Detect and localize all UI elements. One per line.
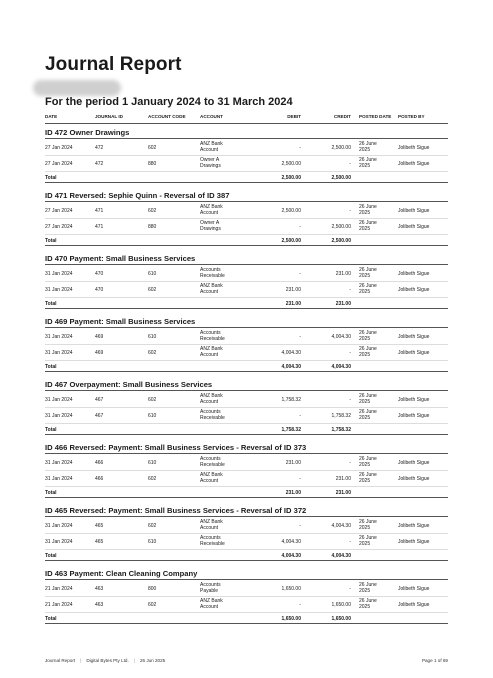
cell-journal-id: 466 (95, 476, 104, 482)
table-row (45, 266, 448, 282)
total-label: Total (45, 364, 57, 370)
cell-account-code: 602 (148, 208, 157, 214)
column-header-row (45, 112, 448, 124)
cell-posted-by: Jolibeth Sigue (398, 271, 430, 277)
footer-page-number: Page 1 of 69 (421, 658, 448, 663)
total-debit: 1,650.00 (281, 616, 301, 622)
cell-credit: - (349, 460, 351, 466)
cell-credit: - (349, 161, 351, 167)
journal-section (45, 380, 448, 443)
cell-journal-id: 471 (95, 224, 104, 230)
cell-account: ANZ Bank Account (200, 598, 223, 610)
cell-posted-by: Jolibeth Sigue (398, 602, 430, 608)
cell-date: 21 Jan 2024 (45, 586, 73, 592)
col-credit: CREDIT (333, 114, 351, 119)
table-row (45, 534, 448, 550)
cell-debit: - (299, 476, 301, 482)
cell-credit: - (349, 586, 351, 592)
cell-account: Accounts Payable (200, 582, 221, 594)
total-debit: 4,004.30 (281, 553, 301, 559)
table-row (45, 392, 448, 408)
cell-posted-by: Jolibeth Sigue (398, 413, 430, 419)
cell-debit: - (299, 334, 301, 340)
col-date: DATE (45, 114, 58, 119)
footer-report-name: Journal Report (45, 658, 76, 663)
cell-posted-date: 26 June 2025 (359, 409, 377, 421)
cell-credit: - (349, 397, 351, 403)
cell-posted-by: Jolibeth Sigue (398, 161, 430, 167)
cell-credit: 2,500.00 (331, 145, 351, 151)
table-row (45, 329, 448, 345)
col-posted-by: POSTED BY (398, 114, 425, 119)
cell-account-code: 602 (148, 287, 157, 293)
cell-posted-by: Jolibeth Sigue (398, 334, 430, 340)
cell-posted-date: 26 June 2025 (359, 472, 377, 484)
journal-section (45, 506, 448, 569)
cell-journal-id: 470 (95, 287, 104, 293)
table-row (45, 518, 448, 534)
cell-journal-id: 472 (95, 161, 104, 167)
journal-section (45, 317, 448, 380)
cell-account-code: 800 (148, 586, 157, 592)
cell-account: Accounts Receivable (200, 456, 225, 468)
cell-posted-date: 26 June 2025 (359, 456, 377, 468)
cell-journal-id: 467 (95, 413, 104, 419)
section-title: ID 463 Payment: Clean Cleaning Company (45, 569, 448, 580)
table-row (45, 282, 448, 298)
total-row (45, 552, 448, 561)
cell-account: ANZ Bank Account (200, 141, 223, 153)
cell-debit: 2,500.00 (281, 208, 301, 214)
section-title: ID 472 Owner Drawings (45, 128, 448, 139)
cell-debit: - (299, 602, 301, 608)
cell-date: 27 Jan 2024 (45, 224, 73, 230)
cell-posted-date: 26 June 2025 (359, 267, 377, 279)
cell-account: Accounts Receivable (200, 535, 225, 547)
cell-debit: - (299, 413, 301, 419)
footer-company: Digital Bytes Pty Ltd. (86, 658, 129, 663)
cell-credit: - (349, 539, 351, 545)
total-debit: 231.00 (285, 301, 301, 307)
total-credit: 231.00 (335, 301, 351, 307)
journal-section (45, 128, 448, 191)
cell-account-code: 880 (148, 161, 157, 167)
table-row (45, 581, 448, 597)
cell-account-code: 602 (148, 602, 157, 608)
total-debit: 231.00 (285, 490, 301, 496)
section-title: ID 470 Payment: Small Business Services (45, 254, 448, 265)
cell-date: 31 Jan 2024 (45, 523, 73, 529)
cell-posted-by: Jolibeth Sigue (398, 476, 430, 482)
total-row (45, 489, 448, 498)
footer-date: 26 Jun 2025 (139, 658, 166, 663)
cell-posted-date: 26 June 2025 (359, 220, 377, 232)
total-label: Total (45, 616, 57, 622)
cell-debit: 1,650.00 (281, 586, 301, 592)
cell-posted-by: Jolibeth Sigue (398, 539, 430, 545)
cell-account-code: 610 (148, 271, 157, 277)
cell-credit: - (349, 208, 351, 214)
cell-debit: - (299, 145, 301, 151)
total-credit: 4,004.30 (331, 553, 351, 559)
cell-journal-id: 463 (95, 602, 104, 608)
cell-credit: 231.00 (335, 271, 351, 277)
cell-date: 31 Jan 2024 (45, 460, 73, 466)
cell-posted-date: 26 June 2025 (359, 141, 377, 153)
cell-journal-id: 465 (95, 523, 104, 529)
total-credit: 2,500.00 (331, 175, 351, 181)
total-label: Total (45, 427, 57, 433)
journal-section (45, 569, 448, 632)
cell-posted-date: 26 June 2025 (359, 582, 377, 594)
cell-posted-by: Jolibeth Sigue (398, 208, 430, 214)
cell-debit: 231.00 (285, 460, 301, 466)
cell-journal-id: 469 (95, 334, 104, 340)
cell-account: ANZ Bank Account (200, 346, 223, 358)
cell-posted-date: 26 June 2025 (359, 598, 377, 610)
table-row (45, 219, 448, 235)
cell-posted-date: 26 June 2025 (359, 204, 377, 216)
table-row (45, 408, 448, 424)
table-row (45, 597, 448, 613)
cell-account-code: 602 (148, 523, 157, 529)
cell-account: Owner A Drawings (200, 157, 221, 169)
cell-posted-by: Jolibeth Sigue (398, 145, 430, 151)
cell-journal-id: 470 (95, 271, 104, 277)
col-account: ACCOUNT (200, 114, 223, 119)
cell-posted-by: Jolibeth Sigue (398, 586, 430, 592)
cell-date: 27 Jan 2024 (45, 208, 73, 214)
total-label: Total (45, 490, 57, 496)
report-title: Journal Report (45, 54, 182, 75)
cell-debit: 2,500.00 (281, 161, 301, 167)
section-title: ID 465 Reversed: Payment: Small Business Services - Reversal of ID 372 (45, 506, 448, 517)
section-title: ID 471 Reversed: Sephie Quinn - Reversal of ID 387 (45, 191, 448, 202)
cell-posted-date: 26 June 2025 (359, 535, 377, 547)
cell-credit: - (349, 287, 351, 293)
total-label: Total (45, 238, 57, 244)
cell-account: Accounts Receivable (200, 330, 225, 342)
total-row (45, 300, 448, 309)
cell-credit: 2,500.00 (331, 224, 351, 230)
cell-posted-by: Jolibeth Sigue (398, 397, 430, 403)
cell-account: ANZ Bank Account (200, 204, 223, 216)
report-period: For the period 1 January 2024 to 31 March 2024 (45, 96, 293, 108)
table-row (45, 140, 448, 156)
table-row (45, 455, 448, 471)
cell-account-code: 610 (148, 460, 157, 466)
cell-account: Owner A Drawings (200, 220, 221, 232)
cell-debit: 4,004.30 (281, 350, 301, 356)
total-debit: 4,004.30 (281, 364, 301, 370)
cell-posted-date: 26 June 2025 (359, 393, 377, 405)
total-label: Total (45, 301, 57, 307)
cell-debit: - (299, 523, 301, 529)
cell-date: 31 Jan 2024 (45, 539, 73, 545)
journal-section (45, 254, 448, 317)
total-debit: 2,500.00 (281, 238, 301, 244)
cell-posted-date: 26 June 2025 (359, 157, 377, 169)
col-posted-date: POSTED DATE (359, 114, 392, 119)
section-title: ID 466 Reversed: Payment: Small Business Services - Reversal of ID 373 (45, 443, 448, 454)
cell-journal-id: 466 (95, 460, 104, 466)
journal-sections (45, 128, 448, 632)
cell-account-code: 602 (148, 476, 157, 482)
cell-credit: 1,758.32 (331, 413, 351, 419)
cell-posted-by: Jolibeth Sigue (398, 523, 430, 529)
cell-account: ANZ Bank Account (200, 393, 223, 405)
total-row (45, 615, 448, 624)
total-credit: 231.00 (335, 490, 351, 496)
cell-account-code: 880 (148, 224, 157, 230)
cell-debit: 1,758.32 (281, 397, 301, 403)
section-title: ID 467 Overpayment: Small Business Services (45, 380, 448, 391)
col-debit: DEBIT (287, 114, 301, 119)
cell-credit: 4,004.30 (331, 523, 351, 529)
cell-account: Accounts Receivable (200, 267, 225, 279)
cell-date: 31 Jan 2024 (45, 476, 73, 482)
cell-date: 31 Jan 2024 (45, 350, 73, 356)
cell-account: Accounts Receivable (200, 409, 225, 421)
cell-date: 31 Jan 2024 (45, 287, 73, 293)
total-debit: 2,500.00 (281, 175, 301, 181)
cell-journal-id: 465 (95, 539, 104, 545)
cell-posted-by: Jolibeth Sigue (398, 460, 430, 466)
cell-account-code: 610 (148, 539, 157, 545)
section-title: ID 469 Payment: Small Business Services (45, 317, 448, 328)
total-credit: 1,650.00 (331, 616, 351, 622)
journal-section (45, 191, 448, 254)
col-journal-id: JOURNAL ID (95, 114, 123, 119)
cell-posted-by: Jolibeth Sigue (398, 350, 430, 356)
table-row (45, 156, 448, 172)
cell-posted-date: 26 June 2025 (359, 283, 377, 295)
total-credit: 4,004.30 (331, 364, 351, 370)
cell-credit: 231.00 (335, 476, 351, 482)
cell-date: 31 Jan 2024 (45, 271, 73, 277)
total-row (45, 363, 448, 372)
total-row (45, 174, 448, 183)
cell-posted-by: Jolibeth Sigue (398, 287, 430, 293)
cell-posted-date: 26 June 2025 (359, 519, 377, 531)
cell-account: ANZ Bank Account (200, 472, 223, 484)
cell-account: ANZ Bank Account (200, 519, 223, 531)
page-footer: Journal Report | Digital Bytes Pty Ltd. | 26 Jun 2025 Page 1 of 69 (45, 658, 448, 663)
cell-posted-date: 26 June 2025 (359, 330, 377, 342)
cell-account-code: 610 (148, 413, 157, 419)
cell-account: ANZ Bank Account (200, 283, 223, 295)
cell-debit: 231.00 (285, 287, 301, 293)
cell-date: 27 Jan 2024 (45, 145, 73, 151)
cell-date: 31 Jan 2024 (45, 334, 73, 340)
cell-date: 21 Jan 2024 (45, 602, 73, 608)
table-row (45, 471, 448, 487)
total-debit: 1,758.32 (281, 427, 301, 433)
total-credit: 1,758.32 (331, 427, 351, 433)
total-row (45, 237, 448, 246)
cell-journal-id: 471 (95, 208, 104, 214)
redacted-company-name (33, 80, 121, 96)
cell-posted-by: Jolibeth Sigue (398, 224, 430, 230)
cell-account-code: 602 (148, 145, 157, 151)
total-label: Total (45, 175, 57, 181)
total-row (45, 426, 448, 435)
cell-account-code: 602 (148, 397, 157, 403)
cell-date: 31 Jan 2024 (45, 397, 73, 403)
cell-posted-date: 26 June 2025 (359, 346, 377, 358)
cell-credit: 1,650.00 (331, 602, 351, 608)
total-credit: 2,500.00 (331, 238, 351, 244)
cell-date: 31 Jan 2024 (45, 413, 73, 419)
cell-journal-id: 467 (95, 397, 104, 403)
journal-section (45, 443, 448, 506)
table-row (45, 345, 448, 361)
cell-account-code: 610 (148, 334, 157, 340)
col-account-code: ACCOUNT CODE (148, 114, 186, 119)
cell-journal-id: 469 (95, 350, 104, 356)
cell-debit: - (299, 224, 301, 230)
cell-credit: 4,004.30 (331, 334, 351, 340)
cell-credit: - (349, 350, 351, 356)
total-label: Total (45, 553, 57, 559)
table-row (45, 203, 448, 219)
cell-debit: - (299, 271, 301, 277)
cell-date: 27 Jan 2024 (45, 161, 73, 167)
cell-journal-id: 463 (95, 586, 104, 592)
cell-account-code: 602 (148, 350, 157, 356)
cell-debit: 4,004.30 (281, 539, 301, 545)
cell-journal-id: 472 (95, 145, 104, 151)
